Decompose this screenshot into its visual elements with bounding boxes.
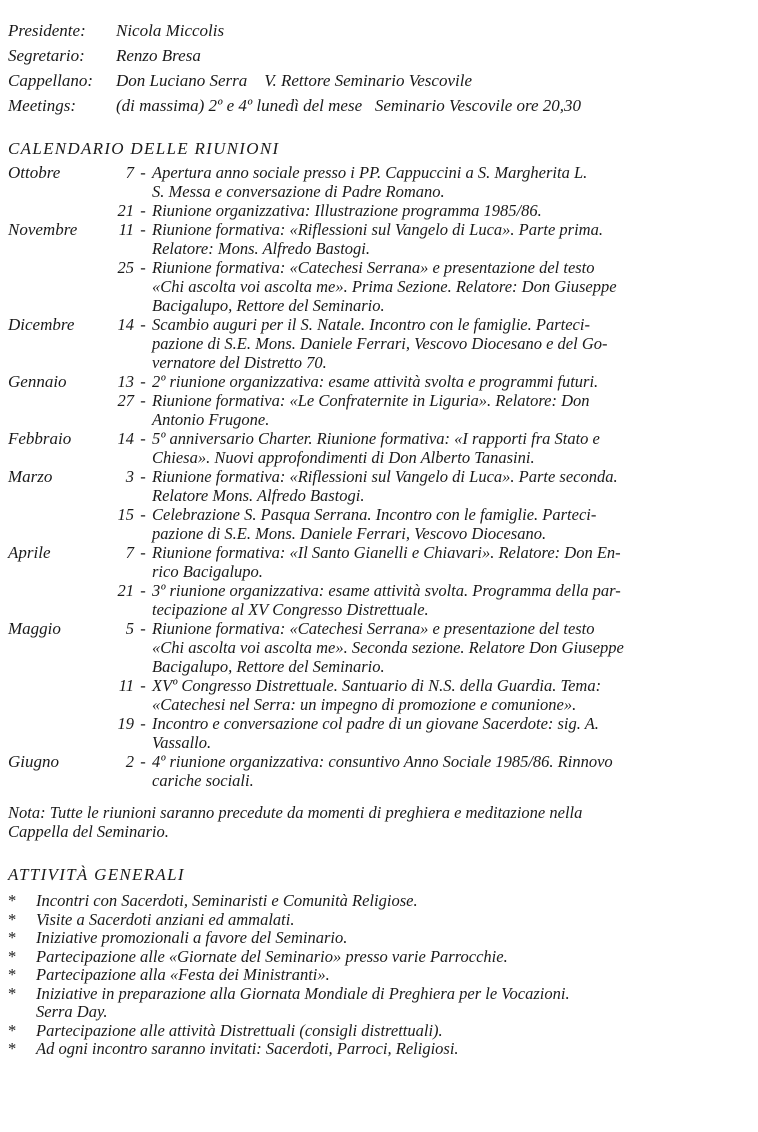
entry-dash: - (140, 391, 146, 410)
activity-item (8, 911, 658, 930)
officer-value: Renzo Bresa (116, 46, 201, 65)
entry-line: 2º riunione organizzativa: esame attività svolta e programmi futuri. (152, 372, 599, 391)
entry-text (152, 220, 656, 258)
entry-line: Vassallo. (152, 733, 212, 752)
officer-label: Cappellano: (8, 71, 93, 90)
asterisk-bullet-icon: * (8, 1039, 17, 1058)
entry-line: Celebrazione S. Pasqua Serrana. Incontro con le famiglie. Parteci- (152, 505, 597, 524)
entry-day: 11 (118, 220, 134, 239)
entry-dash: - (140, 505, 146, 524)
entry-line: Relatore Mons. Alfredo Bastogi. (152, 486, 365, 505)
entry-text (152, 714, 656, 752)
officer-row-secretary (8, 43, 748, 68)
entry-line: Incontro e conversazione col padre di un giovane Sacerdote: sig. A. (152, 714, 599, 733)
entry-line: Riunione formativa: «Le Confraternite in Liguria». Relatore: Don (152, 391, 590, 410)
activity-item (8, 892, 658, 911)
entry-text (152, 619, 656, 676)
entry-text (152, 372, 656, 391)
entry-line: 4º riunione organizzativa: consuntivo Anno Sociale 1985/86. Rinnovo (152, 752, 613, 771)
entry-month: Marzo (8, 467, 53, 486)
entry-text (152, 752, 656, 790)
entry-day: 11 (118, 676, 134, 695)
entry-line: Riunione formativa: «Catechesi Serrana» e presentazione del testo (152, 619, 595, 638)
entry-line: rico Bacigalupo. (152, 562, 263, 581)
calendar-entry (8, 581, 658, 619)
calendar-entry (8, 372, 658, 391)
entry-day: 13 (117, 372, 134, 391)
entry-day: 27 (117, 391, 134, 410)
calendar-entry (8, 543, 658, 581)
entry-month (8, 505, 106, 543)
activity-text (36, 1040, 658, 1059)
entry-text (152, 505, 656, 543)
asterisk-bullet-icon: * (8, 928, 17, 947)
calendar-title: CALENDARIO DELLE RIUNIONI (8, 139, 280, 158)
entry-day: 15 (117, 505, 134, 524)
activity-item (8, 1022, 658, 1041)
entry-month: Ottobre (8, 163, 61, 182)
entry-dash: - (140, 258, 146, 277)
entry-day: 7 (125, 543, 134, 562)
activity-line: Partecipazione alle attività Distrettuali (consigli distrettuali). (36, 1020, 443, 1040)
entry-line: tecipazione al XV Congresso Distrettuale. (152, 600, 429, 619)
activity-text (36, 966, 658, 985)
entry-line: Riunione formativa: «Il Santo Gianelli e Chiavari». Relatore: Don En- (152, 543, 621, 562)
nota-line: Cappella del Seminario. (8, 822, 169, 841)
entry-text (152, 391, 656, 429)
entry-dash: - (140, 467, 146, 486)
activity-line: Incontri con Sacerdoti, Seminaristi e Comunità Religiose. (36, 891, 418, 910)
entry-dash: - (140, 201, 146, 220)
entry-dash: - (140, 581, 146, 600)
entry-dash: - (140, 372, 146, 391)
officer-value: Nicola Miccolis (116, 21, 225, 40)
entry-line: Scambio auguri per il S. Natale. Incontro con le famiglie. Parteci- (152, 315, 590, 334)
calendar-entry (8, 619, 658, 676)
activity-line: Iniziative in preparazione alla Giornata Mondiale di Preghiera per le Vocazioni. (36, 983, 570, 1003)
entry-day: 14 (117, 429, 134, 448)
entry-line: pazione di S.E. Mons. Daniele Ferrari, Vescovo Diocesano. (152, 524, 547, 543)
calendar-entry (8, 258, 658, 315)
entry-month (8, 201, 106, 220)
entry-line: Riunione formativa: «Catechesi Serrana» e presentazione del testo (152, 258, 595, 277)
entry-dash: - (140, 714, 146, 733)
calendar-entry (8, 315, 658, 372)
officer-value: (di massima) 2º e 4º lunedì del mese Seminario Vescovile ore 20,30 (116, 96, 582, 115)
officer-row-chaplain (8, 68, 748, 93)
asterisk-bullet-icon: * (8, 983, 17, 1003)
entry-day: 21 (117, 581, 134, 600)
officer-row-president (8, 18, 748, 43)
entry-month (8, 581, 106, 619)
entry-month: Dicembre (8, 315, 75, 334)
entry-dash: - (140, 619, 146, 638)
calendar-entry (8, 676, 658, 714)
calendar-entry (8, 391, 658, 429)
activity-text (36, 1022, 658, 1041)
entry-text (152, 676, 656, 714)
activity-text (36, 892, 658, 911)
entry-line: Riunione formativa: «Riflessioni sul Vangelo di Luca». Parte seconda. (152, 467, 618, 486)
officers-header (8, 18, 748, 118)
entry-text (152, 315, 656, 372)
activity-text (36, 948, 658, 967)
entry-month: Febbraio (8, 429, 72, 448)
asterisk-bullet-icon: * (8, 909, 17, 929)
calendar-entry (8, 467, 658, 505)
entry-day: 5 (125, 619, 134, 638)
nota-line: Nota: Tutte le riunioni saranno precedute da momenti di preghiera e meditazione nella (8, 803, 583, 822)
entry-text (152, 163, 656, 201)
entry-text (152, 543, 656, 581)
officer-value: Don Luciano Serra V. Rettore Seminario Vescovile (116, 71, 473, 90)
entry-day: 14 (117, 315, 134, 334)
entry-line: pazione di S.E. Mons. Daniele Ferrari, Vescovo Diocesano e del Go- (152, 334, 608, 353)
activity-line: Partecipazione alle «Giornate del Seminario» presso varie Parrocchie. (36, 946, 508, 966)
activity-item (8, 985, 658, 1022)
entry-line: S. Messa e conversazione di Padre Romano. (152, 182, 445, 201)
activities-list (8, 892, 658, 1059)
entry-day: 7 (125, 163, 134, 182)
entry-text (152, 201, 656, 220)
calendar-entry (8, 429, 658, 467)
entry-month (8, 258, 106, 315)
entry-month: Giugno (8, 752, 59, 771)
entry-day: 19 (117, 714, 134, 733)
entry-dash: - (140, 752, 146, 771)
entry-month (8, 676, 106, 714)
entry-dash: - (140, 676, 146, 695)
calendar-entry (8, 752, 658, 790)
entry-line: cariche sociali. (152, 771, 254, 790)
entry-line: Bacigalupo, Rettore del Seminario. (152, 657, 385, 676)
entry-month: Gennaio (8, 372, 67, 391)
activity-text (36, 911, 658, 930)
entry-month (8, 714, 106, 752)
entry-line: Relatore: Mons. Alfredo Bastogi. (152, 239, 370, 258)
activity-item (8, 929, 658, 948)
activity-line: Visite a Sacerdoti anziani ed ammalati. (36, 909, 295, 929)
activity-text (36, 985, 658, 1022)
officer-label: Presidente: (8, 21, 86, 40)
activity-text (36, 929, 658, 948)
entry-line: Chiesa». Nuovi approfondimenti di Don Alberto Tanasini. (152, 448, 535, 467)
entry-line: Riunione formativa: «Riflessioni sul Vangelo di Luca». Parte prima. (152, 220, 603, 239)
entry-dash: - (140, 163, 146, 182)
calendar-entry (8, 201, 658, 220)
entry-day: 21 (117, 201, 134, 220)
officer-label: Segretario: (8, 46, 85, 65)
calendar-entry (8, 163, 658, 201)
asterisk-bullet-icon: * (8, 891, 17, 910)
entry-day: 2 (125, 752, 134, 771)
asterisk-bullet-icon: * (8, 946, 17, 966)
entry-line: Riunione organizzativa: Illustrazione programma 1985/86. (152, 201, 542, 220)
activity-line: Iniziative promozionali a favore del Seminario. (36, 928, 348, 947)
activities-title: ATTIVITÀ GENERALI (8, 865, 185, 884)
calendar-entry (8, 220, 658, 258)
entry-line: 3º riunione organizzativa: esame attività svolta. Programma della par- (152, 581, 621, 600)
activity-item (8, 966, 658, 985)
activity-line: Partecipazione alla «Festa dei Ministranti». (36, 965, 330, 984)
entry-day: 25 (117, 258, 134, 277)
entry-line: «Chi ascolta voi ascolta me». Prima Sezione. Relatore: Don Giuseppe (152, 277, 617, 296)
entry-text (152, 258, 656, 315)
entry-dash: - (140, 315, 146, 334)
activity-line: Serra Day. (36, 1002, 108, 1021)
entry-text (152, 429, 656, 467)
entry-line: XVº Congresso Distrettuale. Santuario di N.S. della Guardia. Tema: (152, 676, 602, 695)
calendar-entry (8, 505, 658, 543)
entry-text (152, 467, 656, 505)
calendar-entry (8, 714, 658, 752)
entry-month: Novembre (8, 220, 78, 239)
entry-month: Maggio (8, 619, 61, 638)
activity-item (8, 1040, 658, 1059)
asterisk-bullet-icon: * (8, 1020, 17, 1040)
entry-line: Apertura anno sociale presso i PP. Cappuccini a S. Margherita L. (152, 163, 588, 182)
entry-day: 3 (125, 467, 134, 486)
entry-dash: - (140, 429, 146, 448)
activity-line: Ad ogni incontro saranno invitati: Sacerdoti, Parroci, Religiosi. (36, 1039, 459, 1058)
officer-label: Meetings: (8, 96, 76, 115)
entry-text (152, 581, 656, 619)
entry-dash: - (140, 543, 146, 562)
entry-line: «Chi ascolta voi ascolta me». Seconda sezione. Relatore Don Giuseppe (152, 638, 624, 657)
entry-line: Bacigalupo, Rettore del Seminario. (152, 296, 385, 315)
officer-row-meetings (8, 93, 748, 118)
entry-line: vernatore del Distretto 70. (152, 353, 327, 372)
calendar-list (8, 163, 658, 790)
entry-line: «Catechesi nel Serra: un impegno di promozione e comunione». (152, 695, 577, 714)
entry-month (8, 391, 106, 429)
activity-item (8, 948, 658, 967)
asterisk-bullet-icon: * (8, 965, 17, 984)
entry-line: Antonio Frugone. (152, 410, 270, 429)
nota-paragraph (8, 803, 658, 841)
entry-month: Aprile (8, 543, 51, 562)
entry-line: 5º anniversario Charter. Riunione formativa: «I rapporti fra Stato e (152, 429, 600, 448)
entry-dash: - (140, 220, 146, 239)
